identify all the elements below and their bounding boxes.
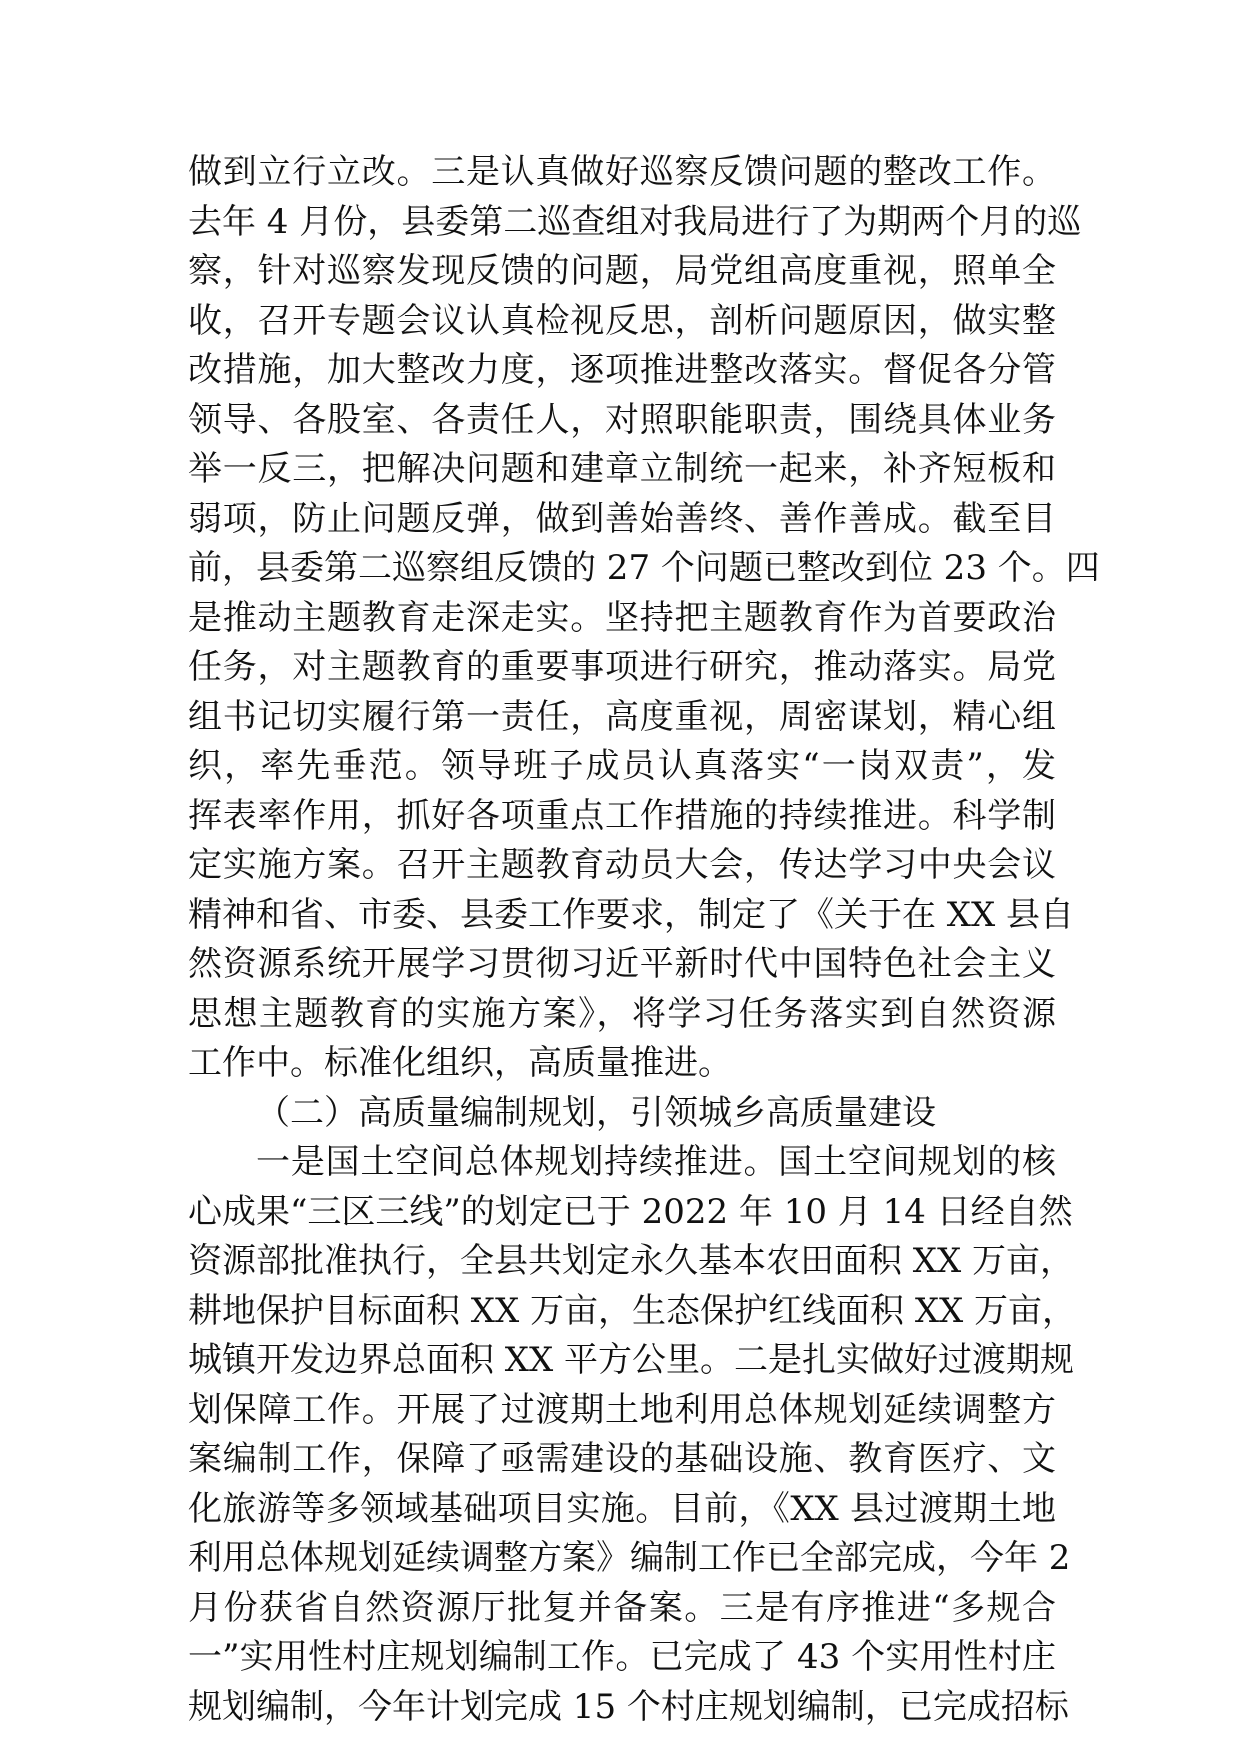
text-line: 规划编制，今年计划完成 15 个村庄规划编制，已完成招标 <box>188 1686 1069 1727</box>
text-line: 任务，对主题教育的重要事项进行研究，推动落实。局党 <box>188 647 1056 687</box>
text-line: 挥表率作用，抓好各项重点工作措施的持续推进。科学制 <box>188 795 1056 836</box>
text-line: 精神和省、市委、县委工作要求，制定了《关于在 XX 县自 <box>188 894 1075 935</box>
text-line: 举一反三，把解决问题和建章立制统一起来，补齐短板和 <box>188 449 1056 489</box>
text-line: 一”实用性村庄规划编制工作。已完成了 43 个实用性村庄 <box>188 1637 1056 1677</box>
text-line: 去年 4 月份，县委第二巡查组对我局进行了为期两个月的巡 <box>188 201 1082 242</box>
text-line: 心成果“三区三线”的划定已于 2022 年 10 月 14 日经自然 <box>188 1191 1073 1232</box>
text-line: 月份获省自然资源厅批复并备案。三是有序推进“多规合 <box>188 1587 1056 1628</box>
paragraph-first-line: 一是国土空间总体规划持续推进。国土空间规划的核 <box>256 1142 1056 1182</box>
text-line: 耕地保护目标面积 XX 万亩，生态保护红线面积 XX 万亩， <box>188 1290 1077 1331</box>
text-line: 案编制工作，保障了亟需建设的基础设施、教育医疗、文 <box>188 1439 1056 1479</box>
text-line: 利用总体规划延续调整方案》编制工作已全部完成，今年 2 <box>188 1538 1071 1578</box>
text-line: 化旅游等多领域基础项目实施。目前，《XX 县过渡期土地 <box>188 1488 1056 1529</box>
text-line: 织，率先垂范。领导班子成员认真落实“一岗双责”，发 <box>188 746 1056 786</box>
text-line: 组书记切实履行第一责任，高度重视，周密谋划，精心组 <box>188 696 1056 737</box>
text-line: 思想主题教育的实施方案》，将学习任务落实到自然资源 <box>188 993 1056 1034</box>
text-line: 改措施，加大整改力度，逐项推进整改落实。督促各分管 <box>188 350 1056 390</box>
text-line: 是推动主题教育走深走实。坚持把主题教育作为首要政治 <box>188 597 1056 638</box>
text-line: 察，针对巡察发现反馈的问题，局党组高度重视，照单全 <box>188 251 1056 291</box>
text-line: 定实施方案。召开主题教育动员大会，传达学习中央会议 <box>188 845 1056 885</box>
text-line: 领导、各股室、各责任人，对照职能职责，围绕具体业务 <box>188 399 1056 440</box>
section-heading: （二）高质量编制规划，引领城乡高质量建设 <box>256 1092 936 1133</box>
text-line: 划保障工作。开展了过渡期土地利用总体规划延续调整方 <box>188 1389 1056 1430</box>
text-line: 收，召开专题会议认真检视反思，剖析问题原因，做实整 <box>188 300 1056 341</box>
text-line: 前，县委第二巡察组反馈的 27 个问题已整改到位 23 个。四 <box>188 548 1100 588</box>
text-line: 弱项，防止问题反弹，做到善始善终、善作善成。截至目 <box>188 498 1056 539</box>
body-text <box>188 148 1100 1732</box>
text-line: 资源部批准执行，全县共划定永久基本农田面积 XX 万亩， <box>188 1241 1075 1281</box>
text-line: 然资源系统开展学习贯彻习近平新时代中国特色社会主义 <box>188 944 1056 984</box>
text-line: 做到立行立改。三是认真做好巡察反馈问题的整改工作。 <box>188 152 1056 192</box>
text-line: 城镇开发边界总面积 XX 平方公里。二是扎实做好过渡期规 <box>188 1340 1075 1380</box>
text-line: 工作中。标准化组织，高质量推进。 <box>188 1043 732 1083</box>
